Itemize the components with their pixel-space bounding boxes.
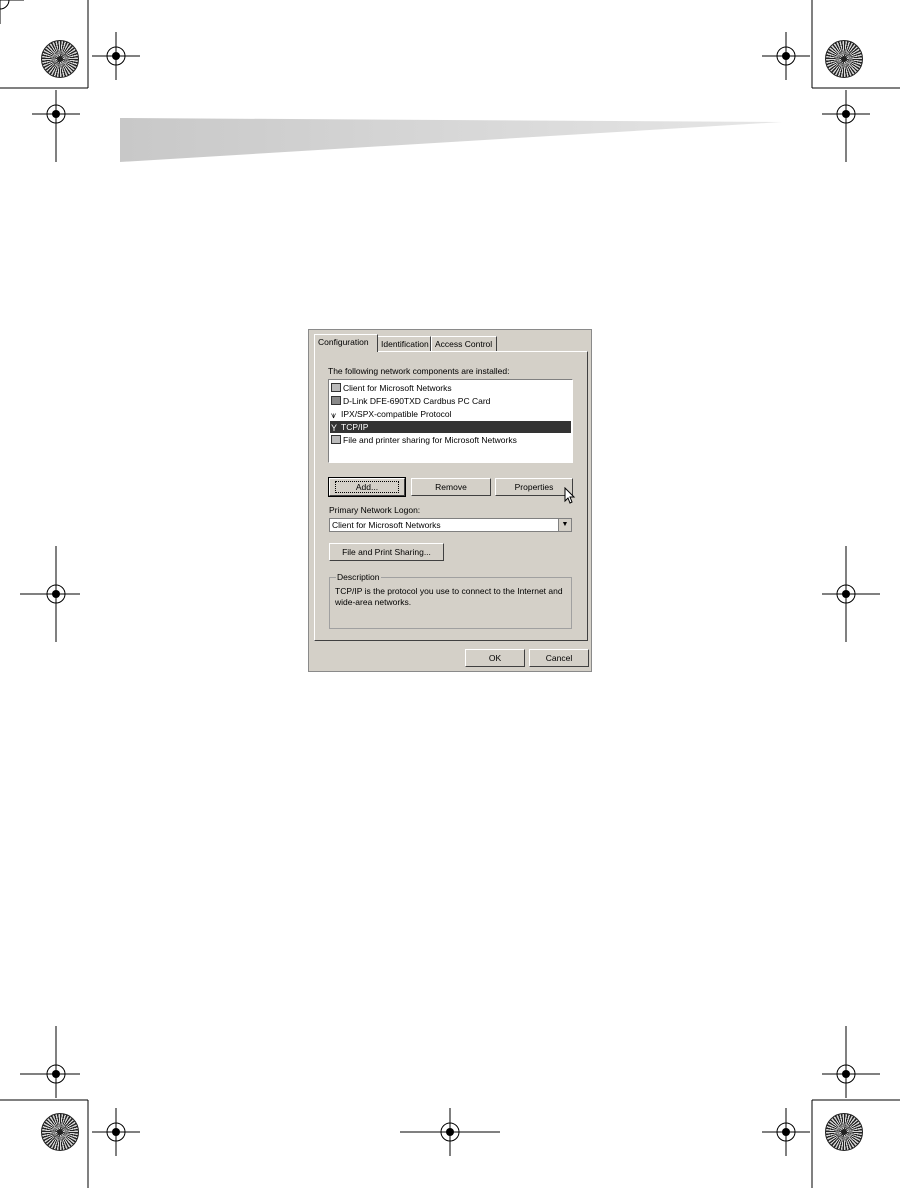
description-text: TCP/IP is the protocol you use to connect to the Internet and wide-area networks. <box>335 586 563 607</box>
primary-logon-value: Client for Microsoft Networks <box>332 520 441 530</box>
remove-button[interactable]: Remove <box>411 478 491 496</box>
chevron-down-icon[interactable]: ▼ <box>558 519 571 531</box>
header-band <box>120 118 782 162</box>
list-item-adapter[interactable]: D-Link DFE-690TXD Cardbus PC Card <box>330 395 571 407</box>
network-client-icon <box>331 383 341 392</box>
tab-identification[interactable]: Identification <box>377 336 431 351</box>
components-label: The following network components are installed: <box>328 366 510 376</box>
protocol-icon: ⩛ <box>331 410 337 420</box>
primary-logon-select[interactable] <box>329 518 572 532</box>
primary-logon-label: Primary Network Logon: <box>329 505 421 515</box>
list-item-ipx[interactable]: ⩛ IPX/SPX-compatible Protocol <box>331 409 452 420</box>
add-button[interactable]: Add... <box>329 478 405 496</box>
file-print-sharing-button[interactable]: File and Print Sharing... <box>329 543 444 561</box>
ok-button[interactable]: OK <box>465 649 525 667</box>
properties-button[interactable]: Properties <box>495 478 573 496</box>
description-group <box>329 572 572 629</box>
list-item-client[interactable]: Client for Microsoft Networks <box>330 382 571 394</box>
protocol-icon: Y <box>331 423 338 433</box>
tab-configuration[interactable]: Configuration <box>314 334 378 352</box>
list-item-tcpip[interactable]: Y TCP/IP <box>330 421 571 433</box>
components-list[interactable] <box>328 379 573 463</box>
tab-access-control[interactable]: Access Control <box>431 336 497 351</box>
mouse-cursor-icon <box>564 487 576 505</box>
network-adapter-icon <box>331 396 341 405</box>
file-sharing-icon <box>331 435 341 444</box>
description-title: Description <box>337 572 380 582</box>
cancel-button[interactable]: Cancel <box>529 649 589 667</box>
list-item-file-sharing[interactable]: File and printer sharing for Microsoft Networks <box>330 434 571 446</box>
network-dialog <box>308 329 592 672</box>
